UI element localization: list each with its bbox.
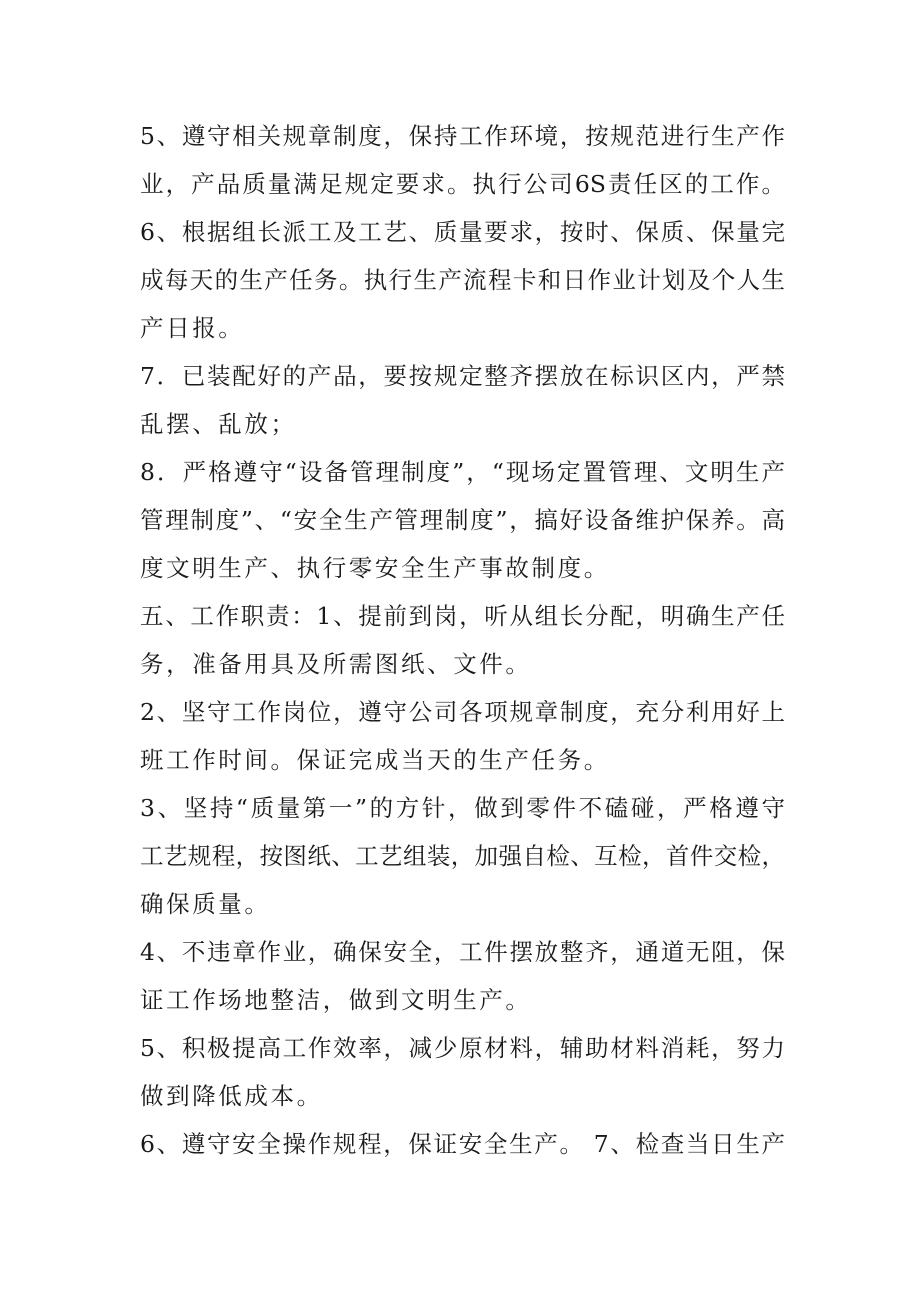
text-line: 5、遵守相关规章制度，保持工作环境，按规范进行生产作 [140,122,785,150]
text-line: 8．严格遵守“设备管理制度”，“现场定置管理、文明生产 [140,458,785,486]
text-line: 确保质量。 [140,890,271,918]
text-line: 3、坚持“质量第一”的方针，做到零件不磕碰，严格遵守 [140,794,785,822]
text-line: 6、根据组长派工及工艺、质量要求，按时、保质、保量完 [140,218,785,246]
text-line: 5、积极提高工作效率，减少原材料，辅助材料消耗，努力 [140,1034,785,1062]
text-line: 管理制度”、“安全生产管理制度”，搞好设备维护保养。高 [140,506,785,534]
text-line: 五、工作职责：1、提前到岗，听从组长分配，明确生产任 [140,602,785,630]
document-body [140,112,785,1168]
text-line: 工艺规程，按图纸、工艺组装，加强自检、互检，首件交检， [140,842,785,870]
text-line: 做到降低成本。 [140,1082,323,1110]
text-line: 成每天的生产任务。执行生产流程卡和日作业计划及个人生 [140,266,785,294]
text-line: 2、坚守工作岗位，遵守公司各项规章制度，充分利用好上 [140,698,785,726]
text-line: 产日报。 [140,314,245,342]
text-line: 证工作场地整洁，做到文明生产。 [140,986,532,1014]
text-line: 7．已装配好的产品，要按规定整齐摆放在标识区内，严禁 [140,362,785,390]
text-line: 6、遵守安全操作规程，保证安全生产。 7、检查当日生产 [140,1130,785,1158]
text-line: 班工作时间。保证完成当天的生产任务。 [140,746,610,774]
text-line: 乱摆、乱放； [140,410,297,438]
text-line: 业，产品质量满足规定要求。执行公司6S责任区的工作。 [140,170,785,198]
text-line: 度文明生产、执行零安全生产事故制度。 [140,554,610,582]
text-line: 务，准备用具及所需图纸、文件。 [140,650,532,678]
text-line: 4、不违章作业，确保安全，工件摆放整齐，通道无阻，保 [140,938,785,966]
